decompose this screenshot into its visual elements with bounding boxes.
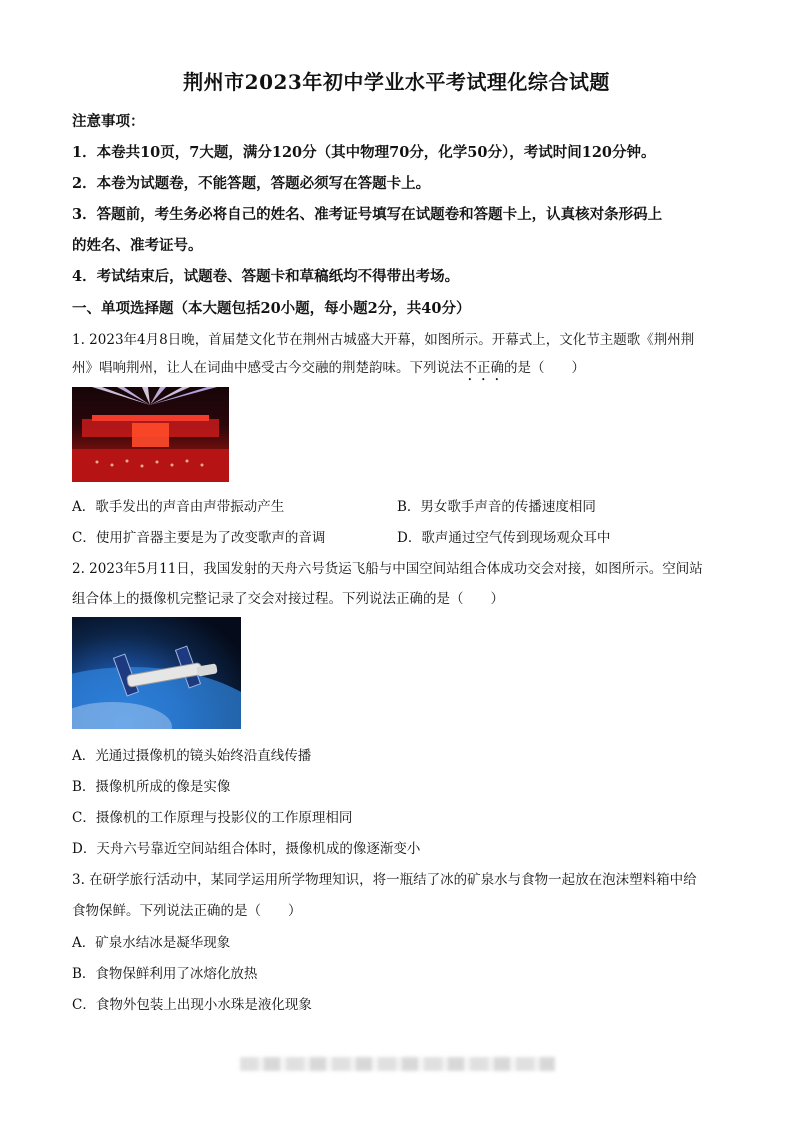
q3-stem-line2: 食物保鲜。下列说法正确的是（ ） — [72, 903, 302, 919]
q2-space-station-photo — [72, 617, 241, 729]
q1-stem-line2 — [72, 356, 585, 384]
q1-option-b: B．男女歌手声音的传播速度相同 — [397, 499, 596, 515]
q3-option-c: C．食物外包装上出现小水珠是液化现象 — [72, 997, 312, 1013]
notice-item-1: 1．本卷共10页，7大题，满分120分（其中物理70分，化学50分），考试时间120分钟。 — [72, 144, 656, 161]
page-title: 荆州市2023年初中学业水平考试理化综合试题 — [183, 70, 610, 94]
q1-emphasis: 不正确 — [463, 360, 504, 376]
notice-item-3-cont: 的姓名、准考证号。 — [72, 237, 203, 254]
notice-item-4: 4．考试结束后，试题卷、答题卡和草稿纸均不得带出考场。 — [72, 268, 460, 285]
q1-option-a: A．歌手发出的声音由声带振动产生 — [72, 499, 285, 515]
notice-item-3: 3．答题前，考生务必将自己的姓名、准考证号填写在试题卷和答题卡上，认真核对条形码上 — [72, 206, 663, 223]
notice-item-2: 2．本卷为试题卷，不能答题，答题必须写在答题卡上。 — [72, 175, 431, 192]
section-heading: 一、单项选择题（本大题包括20小题，每小题2分，共40分） — [72, 300, 471, 317]
q1-option-d: D．歌声通过空气传到现场观众耳中 — [397, 530, 611, 546]
notice-heading: 注意事项： — [72, 113, 145, 130]
q2-option-a: A．光通过摄像机的镜头始终沿直线传播 — [72, 748, 312, 764]
q3-option-b: B．食物保鲜利用了冰熔化放热 — [72, 966, 258, 982]
blurred-footer-watermark — [240, 1057, 555, 1071]
q2-stem-line2: 组合体上的摄像机完整记录了交会对接过程。下列说法正确的是（ ） — [72, 591, 504, 607]
q3-stem-line1: 3. 在研学旅行活动中，某同学运用所学物理知识，将一瓶结了冰的矿泉水与食物一起放在泡沫塑料箱中给 — [72, 872, 697, 888]
q1-stage-photo — [72, 387, 229, 482]
q2-option-d: D．天舟六号靠近空间站组合体时，摄像机成的像逐渐变小 — [72, 841, 421, 857]
q1-stem-line1: 1. 2023年4月8日晚，首届楚文化节在荆州古城盛大开幕，如图所示。开幕式上，文化节主题歌《荆州荆 — [72, 332, 695, 348]
q1-stem-text: 州》唱响荆州，让人在词曲中感受古今交融的荆楚韵味。下列说法 — [72, 360, 464, 376]
q3-option-a: A．矿泉水结冰是凝华现象 — [72, 935, 231, 951]
q2-stem-line1: 2. 2023年5月11日，我国发射的天舟六号货运飞船与中国空间站组合体成功交会对接，如图所示。空间站 — [72, 561, 703, 577]
q1-stem-end: 的是（ ） — [504, 360, 585, 376]
q2-option-b: B．摄像机所成的像是实像 — [72, 779, 231, 795]
q2-option-c: C．摄像机的工作原理与投影仪的工作原理相同 — [72, 810, 353, 826]
q1-option-c: C．使用扩音器主要是为了改变歌声的音调 — [72, 530, 326, 546]
